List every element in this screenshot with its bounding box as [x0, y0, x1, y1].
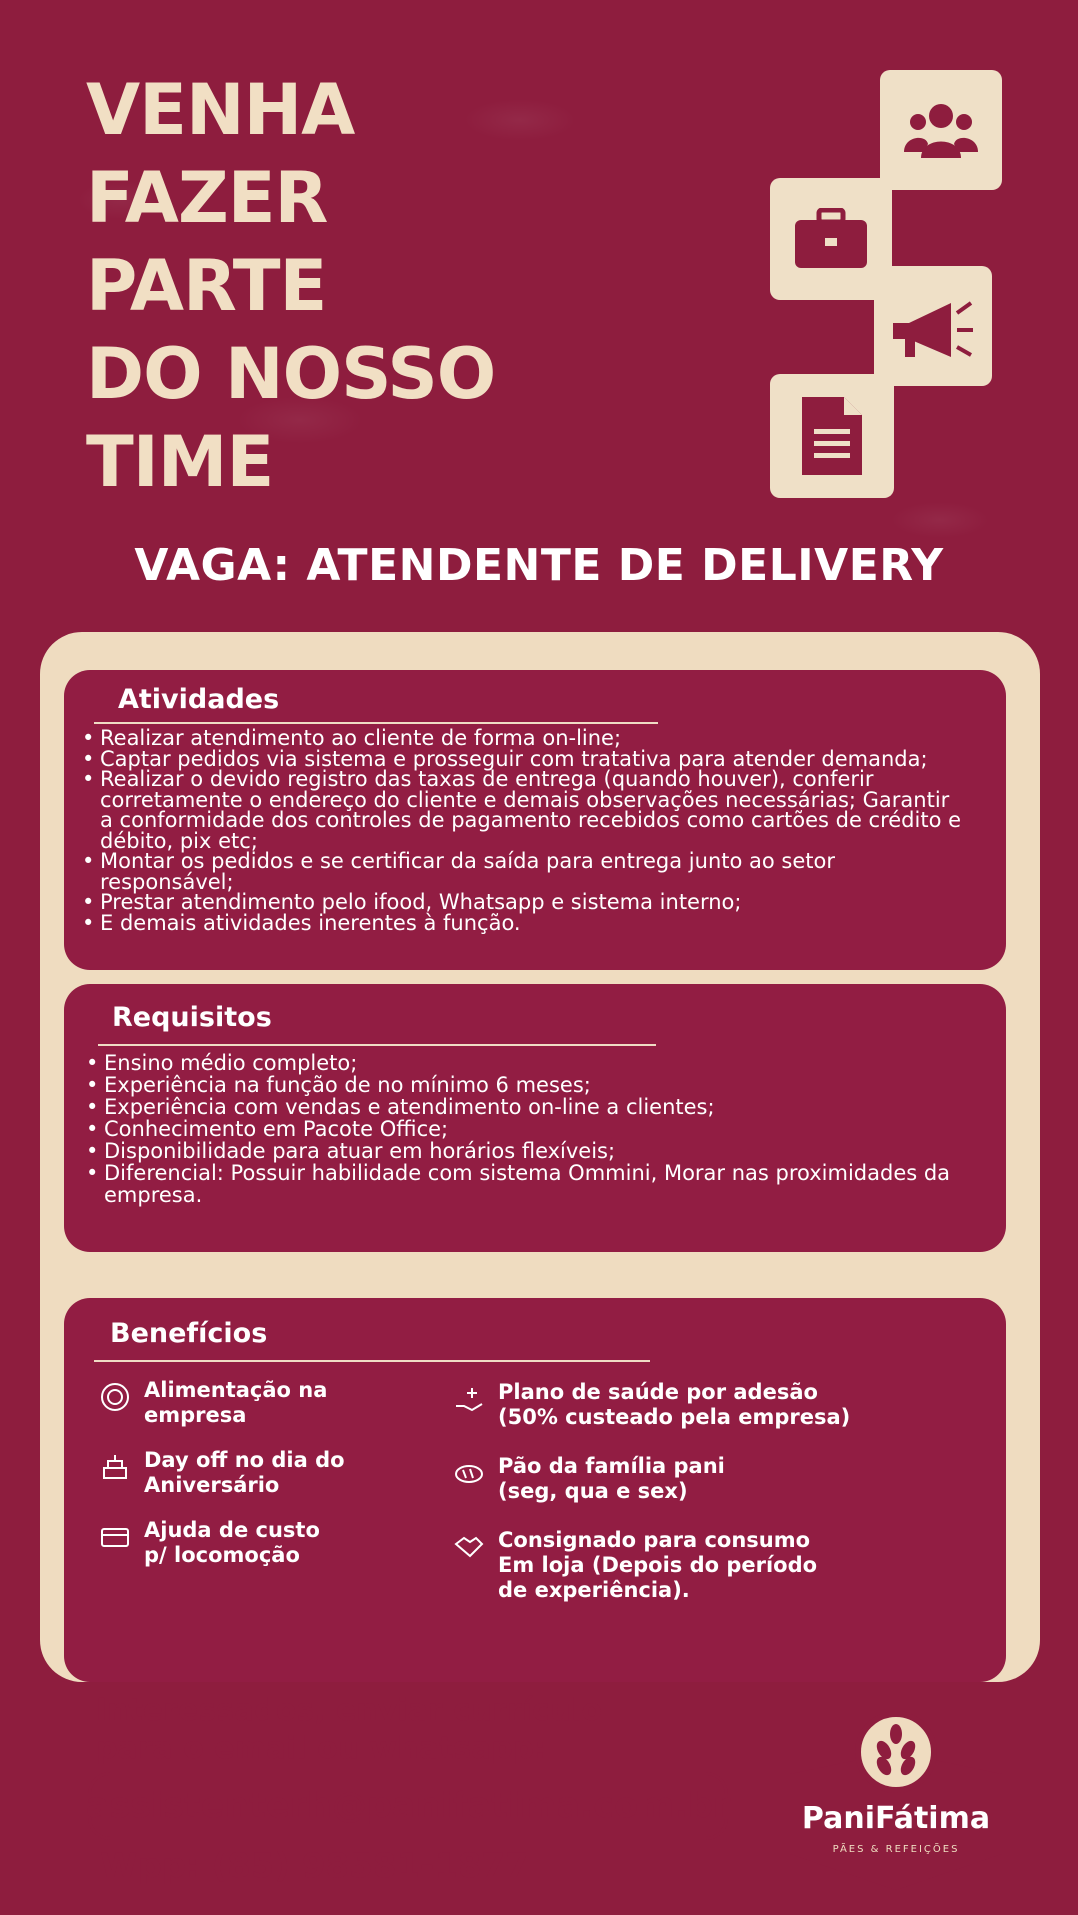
handshake-icon — [454, 1532, 484, 1562]
benefit-item — [100, 1448, 345, 1498]
svg-text:PÃES & REFEIÇÕES: PÃES & REFEIÇÕES — [832, 1844, 960, 1855]
svg-text:PaniFátima: PaniFátima — [801, 1801, 991, 1836]
benefit-item — [100, 1378, 327, 1428]
beneficios-divider — [94, 1360, 650, 1362]
headline — [86, 66, 495, 506]
health-hand-icon — [454, 1384, 484, 1414]
atividades-divider — [94, 722, 658, 724]
megaphone-icon — [874, 266, 992, 386]
benefit-item — [454, 1454, 725, 1504]
list-item: • Experiência com vendas e atendimento on-line a clientes; — [86, 1096, 986, 1118]
atividades-list — [82, 728, 962, 933]
requisitos-divider — [98, 1044, 656, 1046]
list-item: • E demais atividades inerentes à função. — [82, 913, 962, 934]
requisitos-card — [64, 984, 1006, 1252]
benefit-label: Pão da família pani (seg, qua e sex) — [498, 1454, 725, 1503]
cake-icon — [100, 1452, 130, 1482]
benefit-item — [454, 1528, 817, 1603]
benefit-item — [100, 1518, 320, 1568]
benefit-item — [454, 1380, 850, 1430]
document-icon — [770, 374, 894, 498]
beneficios-title: Benefícios — [110, 1318, 268, 1349]
list-item: • Ensino médio completo; — [86, 1052, 986, 1074]
list-item: • Disponibilidade para atuar em horários flexíveis; — [86, 1140, 986, 1162]
list-item: • Realizar atendimento ao cliente de forma on-line; — [82, 728, 962, 749]
benefit-label: Day off no dia do Aniversário — [144, 1448, 345, 1497]
requisitos-list — [86, 1052, 986, 1206]
atividades-title: Atividades — [118, 684, 280, 715]
headline-line-2: FAZER — [86, 157, 328, 239]
call-to-action: Interessados, enviar currículo para o email ou whatsapp: — [96, 1693, 603, 1766]
list-item: • Conhecimento em Pacote Office; — [86, 1118, 986, 1140]
email-link[interactable]: assistenterh@panifatima.com.br — [88, 1772, 728, 1840]
panifatima-logo — [780, 1704, 1012, 1894]
bread-icon — [454, 1458, 484, 1488]
list-item: • Captar pedidos via sistema e prosseguir com tratativa para atender demanda; — [82, 749, 962, 770]
benefit-label: Consignado para consumo Em loja (Depois do período de experiência). — [498, 1528, 818, 1602]
list-item: • Montar os pedidos e se certificar da saída para entrega junto ao setor responsável; — [82, 851, 962, 892]
atividades-card — [64, 670, 1006, 970]
headline-line-3: PARTE — [86, 245, 327, 327]
benefit-label: Ajuda de custo p/ locomoção — [144, 1518, 320, 1567]
list-item: • Experiência na função de no mínimo 6 meses; — [86, 1074, 986, 1096]
people-icon — [880, 70, 1002, 190]
list-item: • Realizar o devido registro das taxas de entrega (quando houver), conferir corretamente o endereço do cliente e demais observações necessárias; Garantir a conformidade dos controles de pagamento recebidos como cartões de crédito e débito, pix etc; — [82, 769, 962, 851]
headline-line-1: VENHA — [86, 69, 355, 151]
benefit-label: Plano de saúde por adesão (50% custeado pela empresa) — [498, 1380, 851, 1429]
list-item: • Diferencial: Possuir habilidade com sistema Ommini, Morar nas proximidades da empresa. — [86, 1162, 986, 1206]
beneficios-card — [64, 1298, 1006, 1682]
headline-line-4: DO NOSSO — [86, 333, 496, 415]
whatsapp-number[interactable]: Wpp: (85) 98581-1877 — [100, 1846, 529, 1886]
meal-icon — [100, 1382, 130, 1412]
benefit-label: Alimentação na empresa — [144, 1378, 328, 1427]
headline-line-5: TIME — [86, 421, 274, 503]
requisitos-title: Requisitos — [112, 1002, 272, 1033]
list-item: • Prestar atendimento pelo ifood, Whatsapp e sistema interno; — [82, 892, 962, 913]
card-icon — [100, 1522, 130, 1552]
job-title: VAGA: ATENDENTE DE DELIVERY — [134, 540, 944, 591]
